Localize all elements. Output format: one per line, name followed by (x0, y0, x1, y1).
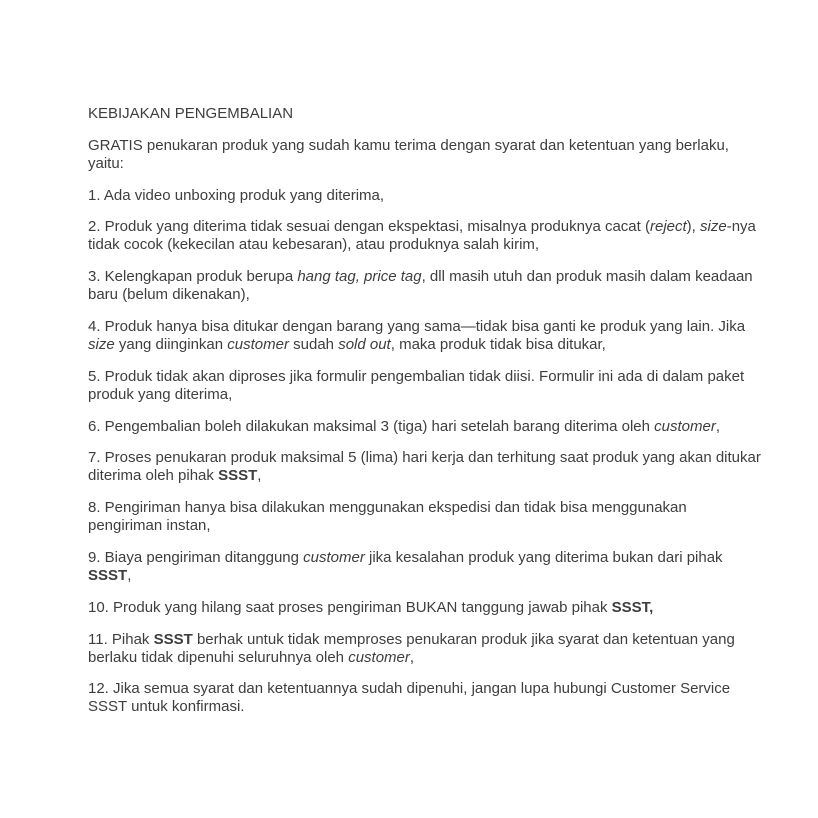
text-run: GRATIS penukaran produk yang sudah kamu terima dengan syarat dan ketentuan yang berlaku, yaitu: (88, 136, 729, 172)
italic-text: customer (303, 548, 365, 566)
text-run: 5. Produk tidak akan diproses jika formulir pengembalian tidak diisi. Formulir ini ada di dalam paket produk yang diterima, (88, 367, 745, 403)
text-run: 9. Biaya pengiriman ditanggung (88, 548, 304, 566)
text-run: , (409, 648, 415, 666)
text-run: 12. Jika semua syarat dan ketentuannya sudah dipenuhi, jangan lupa hubungi Customer Service SSST untuk konfirmasi. (88, 680, 731, 716)
text-run: sudah (288, 335, 339, 353)
policy-item (88, 449, 764, 485)
text-run: 6. Pengembalian boleh dilakukan maksimal 3 (tiga) hari setelah barang diterima oleh (88, 417, 655, 435)
italic-text: size (700, 218, 727, 236)
policy-item (88, 187, 764, 205)
text-run: -nya tidak cocok (kekecilan atau kebesaran), atau produknya salah kirim, (88, 218, 756, 254)
bold-text: SSST (153, 630, 193, 648)
text-run: , maka produk tidak bisa ditukar, (390, 335, 606, 353)
policy-item (88, 318, 764, 354)
policy-item (88, 631, 764, 667)
text-run: 11. Pihak (88, 630, 154, 648)
text-run: 10. Produk yang hilang saat proses pengiriman BUKAN tanggung jawab pihak (88, 598, 612, 616)
policy-item (88, 499, 764, 535)
bold-text: SSST, (611, 598, 654, 616)
italic-text: hang tag, price tag (297, 268, 422, 286)
policy-item (88, 418, 764, 436)
policy-item (88, 599, 764, 617)
bold-text: SSST (88, 566, 128, 584)
italic-text: size (88, 335, 115, 353)
policy-item (88, 368, 764, 404)
text-run: , (257, 467, 262, 485)
italic-text: customer (348, 648, 410, 666)
text-run: 1. Ada video unboxing produk yang diterima, (88, 186, 385, 204)
italic-text: customer (654, 417, 716, 435)
policy-item (88, 268, 764, 304)
italic-text: customer (227, 335, 289, 353)
text-run: 8. Pengiriman hanya bisa dilakukan menggunakan ekspedisi dan tidak bisa menggunakan pengiriman instan, (88, 499, 687, 535)
text-run: 2. Produk yang diterima tidak sesuai dengan ekspektasi, misalnya produknya cacat ( (88, 218, 650, 236)
policy-item (88, 549, 764, 585)
return-policy-document (88, 105, 764, 716)
text-run: 3. Kelengkapan produk berupa (88, 268, 298, 286)
intro-paragraph (88, 137, 764, 173)
text-run: ), (686, 218, 701, 236)
policy-items-list (88, 187, 764, 717)
text-run: berhak untuk tidak memproses penukaran produk jika syarat dan ketentuan yang berlaku tidak dipenuhi seluruhnya oleh (88, 630, 735, 666)
text-run: , dll masih utuh dan produk masih dalam keadaan baru (belum dikenakan), (88, 268, 753, 304)
document-title: KEBIJAKAN PENGEMBALIAN (88, 105, 294, 122)
text-run: yang diinginkan (114, 335, 228, 353)
text-run: jika kesalahan produk yang diterima bukan dari pihak (364, 548, 723, 566)
italic-text: reject (649, 218, 687, 236)
policy-item (88, 218, 764, 254)
text-run: 7. Proses penukaran produk maksimal 5 (lima) hari kerja dan terhitung saat produk yang akan ditukar diterima oleh pihak (88, 449, 761, 485)
text-run: 4. Produk hanya bisa ditukar dengan barang yang sama—tidak bisa ganti ke produk yang lain. Jika (88, 317, 746, 335)
text-run: , (715, 417, 721, 435)
policy-item (88, 680, 764, 716)
bold-text: SSST (218, 467, 258, 485)
text-run: , (127, 566, 132, 584)
italic-text: sold out (338, 335, 391, 353)
